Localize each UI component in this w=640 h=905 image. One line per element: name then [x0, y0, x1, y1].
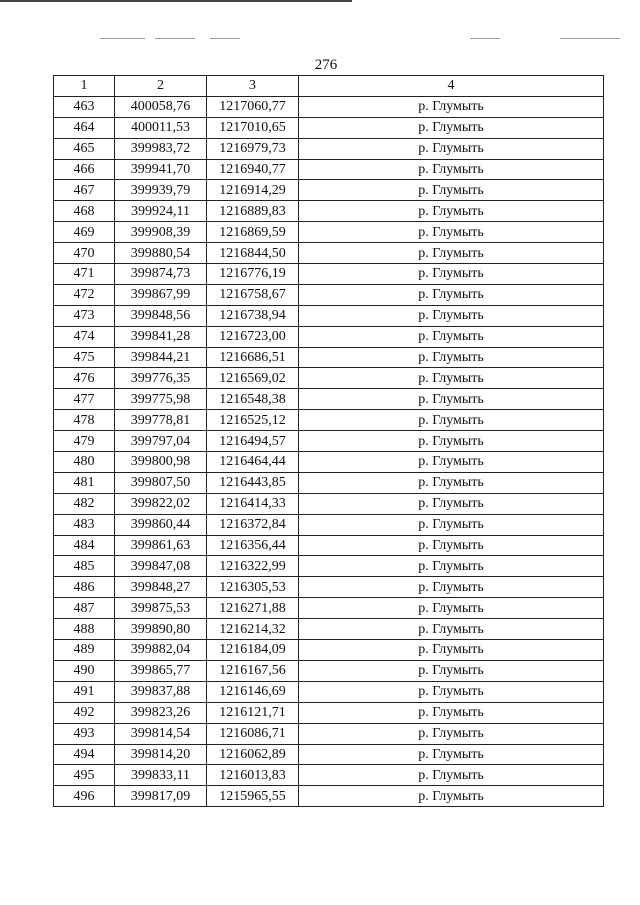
cell-x-coordinate: 399844,21	[115, 347, 207, 368]
table-row	[54, 180, 604, 201]
table-row	[54, 744, 604, 765]
cell-point-number: 480	[54, 452, 115, 473]
cell-description: р. Глумыть	[299, 180, 604, 201]
cell-x-coordinate: 400011,53	[115, 117, 207, 138]
cell-description: р. Глумыть	[299, 222, 604, 243]
cell-y-coordinate: 1216184,09	[207, 640, 299, 661]
table-row	[54, 702, 604, 723]
scan-artifact-dash	[470, 38, 500, 39]
table-row	[54, 493, 604, 514]
cell-x-coordinate: 399983,72	[115, 138, 207, 159]
cell-y-coordinate: 1216464,44	[207, 452, 299, 473]
cell-point-number: 475	[54, 347, 115, 368]
cell-description: р. Глумыть	[299, 765, 604, 786]
cell-x-coordinate: 400058,76	[115, 96, 207, 117]
scan-artifact-dash	[100, 38, 145, 39]
cell-point-number: 496	[54, 786, 115, 807]
cell-x-coordinate: 399847,08	[115, 556, 207, 577]
cell-y-coordinate: 1216356,44	[207, 535, 299, 556]
cell-point-number: 464	[54, 117, 115, 138]
cell-y-coordinate: 1216738,94	[207, 305, 299, 326]
table-row	[54, 264, 604, 285]
cell-y-coordinate: 1216121,71	[207, 702, 299, 723]
header-point-number: 1	[54, 76, 115, 97]
header-description: 4	[299, 76, 604, 97]
cell-point-number: 465	[54, 138, 115, 159]
cell-point-number: 474	[54, 326, 115, 347]
cell-y-coordinate: 1216844,50	[207, 243, 299, 264]
cell-point-number: 467	[54, 180, 115, 201]
cell-y-coordinate: 1216372,84	[207, 514, 299, 535]
cell-x-coordinate: 399778,81	[115, 410, 207, 431]
cell-x-coordinate: 399841,28	[115, 326, 207, 347]
cell-y-coordinate: 1216146,69	[207, 681, 299, 702]
cell-description: р. Глумыть	[299, 556, 604, 577]
cell-description: р. Глумыть	[299, 514, 604, 535]
cell-description: р. Глумыть	[299, 681, 604, 702]
table-row	[54, 368, 604, 389]
cell-y-coordinate: 1216062,89	[207, 744, 299, 765]
cell-point-number: 491	[54, 681, 115, 702]
cell-point-number: 479	[54, 431, 115, 452]
cell-y-coordinate: 1217010,65	[207, 117, 299, 138]
cell-y-coordinate: 1216013,83	[207, 765, 299, 786]
table-row	[54, 765, 604, 786]
cell-x-coordinate: 399822,02	[115, 493, 207, 514]
table-row	[54, 723, 604, 744]
cell-x-coordinate: 399848,27	[115, 577, 207, 598]
cell-y-coordinate: 1216494,57	[207, 431, 299, 452]
cell-y-coordinate: 1216525,12	[207, 410, 299, 431]
cell-point-number: 470	[54, 243, 115, 264]
cell-point-number: 469	[54, 222, 115, 243]
cell-description: р. Глумыть	[299, 472, 604, 493]
cell-x-coordinate: 399775,98	[115, 389, 207, 410]
table-row	[54, 326, 604, 347]
table-row	[54, 556, 604, 577]
cell-x-coordinate: 399939,79	[115, 180, 207, 201]
cell-x-coordinate: 399890,80	[115, 619, 207, 640]
cell-y-coordinate: 1217060,77	[207, 96, 299, 117]
cell-description: р. Глумыть	[299, 96, 604, 117]
cell-x-coordinate: 399837,88	[115, 681, 207, 702]
cell-x-coordinate: 399814,54	[115, 723, 207, 744]
cell-description: р. Глумыть	[299, 619, 604, 640]
cell-description: р. Глумыть	[299, 431, 604, 452]
cell-y-coordinate: 1216322,99	[207, 556, 299, 577]
table-row	[54, 159, 604, 180]
cell-description: р. Глумыть	[299, 264, 604, 285]
cell-description: р. Глумыть	[299, 577, 604, 598]
header-x-coordinate: 2	[115, 76, 207, 97]
table-row	[54, 577, 604, 598]
cell-point-number: 473	[54, 305, 115, 326]
table-row	[54, 138, 604, 159]
coordinates-table	[53, 75, 604, 807]
cell-point-number: 485	[54, 556, 115, 577]
table-row	[54, 660, 604, 681]
scan-top-rule	[0, 0, 352, 2]
cell-y-coordinate: 1216548,38	[207, 389, 299, 410]
table-row	[54, 201, 604, 222]
cell-description: р. Глумыть	[299, 786, 604, 807]
cell-point-number: 489	[54, 640, 115, 661]
cell-description: р. Глумыть	[299, 744, 604, 765]
cell-y-coordinate: 1215965,55	[207, 786, 299, 807]
cell-x-coordinate: 399865,77	[115, 660, 207, 681]
cell-x-coordinate: 399874,73	[115, 264, 207, 285]
cell-description: р. Глумыть	[299, 117, 604, 138]
table-row	[54, 598, 604, 619]
cell-description: р. Глумыть	[299, 493, 604, 514]
table-row	[54, 389, 604, 410]
table-row	[54, 284, 604, 305]
cell-x-coordinate: 399848,56	[115, 305, 207, 326]
cell-y-coordinate: 1216167,56	[207, 660, 299, 681]
cell-y-coordinate: 1216723,00	[207, 326, 299, 347]
page-number: 276	[314, 57, 338, 73]
header-y-coordinate: 3	[207, 76, 299, 97]
cell-x-coordinate: 399833,11	[115, 765, 207, 786]
cell-x-coordinate: 399800,98	[115, 452, 207, 473]
cell-point-number: 481	[54, 472, 115, 493]
cell-description: р. Глумыть	[299, 702, 604, 723]
cell-point-number: 477	[54, 389, 115, 410]
cell-x-coordinate: 399880,54	[115, 243, 207, 264]
cell-point-number: 488	[54, 619, 115, 640]
cell-description: р. Глумыть	[299, 452, 604, 473]
cell-y-coordinate: 1216086,71	[207, 723, 299, 744]
table-row	[54, 452, 604, 473]
cell-description: р. Глумыть	[299, 389, 604, 410]
table-row	[54, 535, 604, 556]
cell-y-coordinate: 1216214,32	[207, 619, 299, 640]
cell-description: р. Глумыть	[299, 243, 604, 264]
table-row	[54, 243, 604, 264]
cell-y-coordinate: 1216758,67	[207, 284, 299, 305]
cell-point-number: 476	[54, 368, 115, 389]
cell-description: р. Глумыть	[299, 347, 604, 368]
cell-description: р. Глумыть	[299, 535, 604, 556]
cell-point-number: 487	[54, 598, 115, 619]
table-row	[54, 431, 604, 452]
cell-point-number: 463	[54, 96, 115, 117]
cell-point-number: 466	[54, 159, 115, 180]
cell-y-coordinate: 1216686,51	[207, 347, 299, 368]
scan-artifact-dash	[155, 38, 195, 39]
cell-description: р. Глумыть	[299, 410, 604, 431]
table-row	[54, 222, 604, 243]
table-row	[54, 96, 604, 117]
table-row	[54, 305, 604, 326]
cell-y-coordinate: 1216271,88	[207, 598, 299, 619]
table-row	[54, 640, 604, 661]
cell-x-coordinate: 399817,09	[115, 786, 207, 807]
scan-artifact-dash	[560, 38, 620, 39]
table-body	[54, 96, 604, 806]
cell-y-coordinate: 1216914,29	[207, 180, 299, 201]
cell-description: р. Глумыть	[299, 723, 604, 744]
cell-point-number: 471	[54, 264, 115, 285]
cell-point-number: 472	[54, 284, 115, 305]
table-row	[54, 347, 604, 368]
cell-x-coordinate: 399860,44	[115, 514, 207, 535]
table-row	[54, 472, 604, 493]
cell-description: р. Глумыть	[299, 138, 604, 159]
cell-description: р. Глумыть	[299, 640, 604, 661]
cell-point-number: 493	[54, 723, 115, 744]
cell-description: р. Глумыть	[299, 159, 604, 180]
cell-point-number: 492	[54, 702, 115, 723]
table-row	[54, 514, 604, 535]
cell-description: р. Глумыть	[299, 660, 604, 681]
cell-description: р. Глумыть	[299, 284, 604, 305]
cell-y-coordinate: 1216940,77	[207, 159, 299, 180]
cell-point-number: 468	[54, 201, 115, 222]
cell-y-coordinate: 1216569,02	[207, 368, 299, 389]
cell-description: р. Глумыть	[299, 598, 604, 619]
cell-point-number: 478	[54, 410, 115, 431]
table-row	[54, 681, 604, 702]
cell-point-number: 483	[54, 514, 115, 535]
cell-x-coordinate: 399867,99	[115, 284, 207, 305]
cell-point-number: 486	[54, 577, 115, 598]
cell-x-coordinate: 399875,53	[115, 598, 207, 619]
cell-point-number: 495	[54, 765, 115, 786]
cell-point-number: 490	[54, 660, 115, 681]
cell-y-coordinate: 1216869,59	[207, 222, 299, 243]
cell-x-coordinate: 399797,04	[115, 431, 207, 452]
cell-y-coordinate: 1216979,73	[207, 138, 299, 159]
cell-description: р. Глумыть	[299, 368, 604, 389]
cell-x-coordinate: 399924,11	[115, 201, 207, 222]
cell-y-coordinate: 1216776,19	[207, 264, 299, 285]
cell-point-number: 494	[54, 744, 115, 765]
cell-description: р. Глумыть	[299, 326, 604, 347]
cell-point-number: 482	[54, 493, 115, 514]
table-row	[54, 619, 604, 640]
cell-y-coordinate: 1216889,83	[207, 201, 299, 222]
cell-x-coordinate: 399823,26	[115, 702, 207, 723]
cell-x-coordinate: 399814,20	[115, 744, 207, 765]
cell-y-coordinate: 1216443,85	[207, 472, 299, 493]
cell-x-coordinate: 399941,70	[115, 159, 207, 180]
table-header-row	[54, 76, 604, 97]
cell-x-coordinate: 399882,04	[115, 640, 207, 661]
table-row	[54, 786, 604, 807]
cell-y-coordinate: 1216305,53	[207, 577, 299, 598]
table-row	[54, 410, 604, 431]
scan-artifact-dash	[210, 38, 240, 39]
cell-x-coordinate: 399807,50	[115, 472, 207, 493]
cell-x-coordinate: 399861,63	[115, 535, 207, 556]
table-row	[54, 117, 604, 138]
cell-description: р. Глумыть	[299, 201, 604, 222]
cell-y-coordinate: 1216414,33	[207, 493, 299, 514]
cell-x-coordinate: 399776,35	[115, 368, 207, 389]
cell-x-coordinate: 399908,39	[115, 222, 207, 243]
cell-description: р. Глумыть	[299, 305, 604, 326]
cell-point-number: 484	[54, 535, 115, 556]
